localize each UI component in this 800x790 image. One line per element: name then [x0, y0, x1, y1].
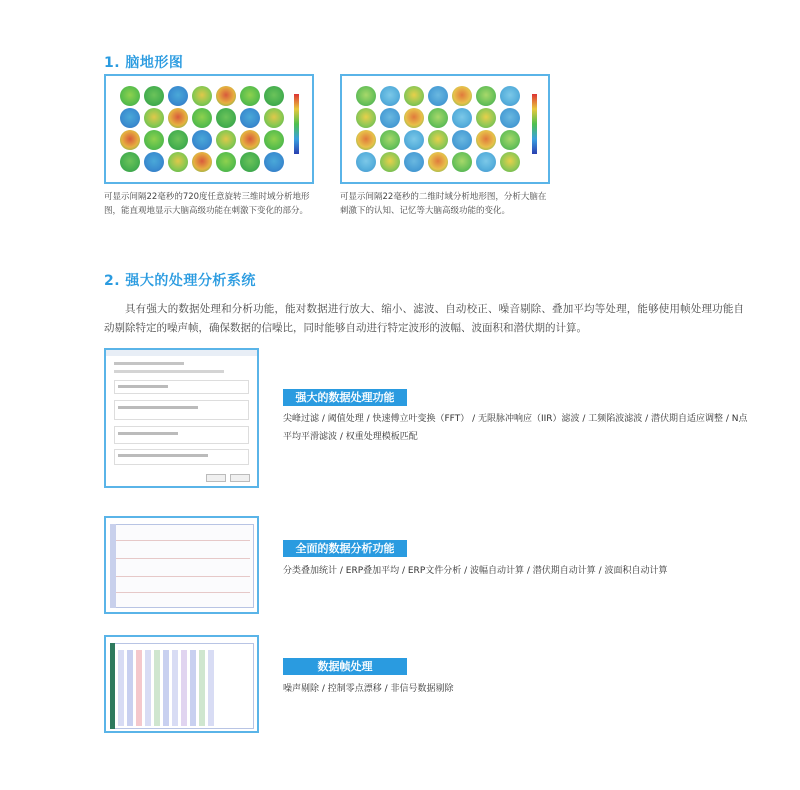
topography-head: [404, 130, 424, 150]
topography-head: [428, 152, 448, 172]
topography-head: [356, 108, 376, 128]
topography-head: [264, 108, 284, 128]
topography-head: [168, 130, 188, 150]
topography-head: [356, 130, 376, 150]
topography-head: [428, 130, 448, 150]
topography-head: [380, 130, 400, 150]
section-title-processing-system: 2. 强大的处理分析系统: [104, 273, 256, 289]
frame-column: [190, 650, 196, 726]
topography-head: [120, 108, 140, 128]
topography-head: [192, 108, 212, 128]
frame-column: [127, 650, 133, 726]
topography-head: [120, 86, 140, 106]
feature-desc-data-analysis: 分类叠加统计 / ERP叠加平均 / ERP文件分析 / 波幅自动计算 / 潜伏期自动计算 / 波面积自动计算: [283, 566, 668, 576]
topography-head: [216, 108, 236, 128]
topography-head: [168, 152, 188, 172]
topography-head: [380, 108, 400, 128]
frame-processing-screenshot: [104, 635, 259, 733]
topography-head: [500, 152, 520, 172]
topography-head: [476, 152, 496, 172]
topography-head: [452, 86, 472, 106]
topography-head: [452, 108, 472, 128]
topography-head: [428, 86, 448, 106]
frame-column: [118, 650, 124, 726]
frame-column: [154, 650, 160, 726]
topography-head: [500, 86, 520, 106]
topography-head: [356, 86, 376, 106]
topography-head: [264, 152, 284, 172]
frame-column: [208, 650, 214, 726]
topography-head: [404, 152, 424, 172]
topography-head: [356, 152, 376, 172]
topography-head: [264, 130, 284, 150]
topography-head: [500, 130, 520, 150]
topography-head: [192, 130, 212, 150]
topography-head: [216, 152, 236, 172]
topography-head: [380, 86, 400, 106]
topography-head: [500, 108, 520, 128]
topography-head: [144, 86, 164, 106]
topography-head: [240, 108, 260, 128]
topography-head: [264, 86, 284, 106]
topography-head: [144, 152, 164, 172]
analysis-waveform-screenshot: [104, 516, 259, 614]
color-scale-bar: [294, 94, 299, 154]
frame-column: [163, 650, 169, 726]
section-title-brain-map: 1. 脑地形图: [104, 55, 184, 71]
topography-head: [168, 108, 188, 128]
caption-3d-brain-map: 可显示间隔22毫秒的720度任意旋转三维时域分析地形图，能直观地显示大脑高级功能在刺激下变化的部分。: [104, 192, 310, 216]
topography-head: [144, 130, 164, 150]
topography-head: [380, 152, 400, 172]
feature-label-data-processing: 强大的数据处理功能: [283, 389, 407, 406]
topography-head: [240, 130, 260, 150]
frame-column: [199, 650, 205, 726]
topography-head: [452, 152, 472, 172]
processing-description: 具有强大的数据处理和分析功能，能对数据进行放大、缩小、滤波、自动校正、噪音剔除、叠加平均等处理，能够使用帧处理功能自动剔除特定的噪声帧，确保数据的信噪比，同时能够自动进行特定波形的波幅、波面积和潜伏期的计算。: [104, 303, 744, 334]
brain-map-3d-image: [104, 74, 314, 184]
brain-map-2d-image: [340, 74, 550, 184]
processing-dialog-screenshot: [104, 348, 259, 488]
topography-head: [452, 130, 472, 150]
topography-head: [476, 130, 496, 150]
topography-head: [120, 130, 140, 150]
caption-2d-brain-map: 可显示间隔22毫秒的二维时域分析地形图，分析大脑在刺激下的认知、记忆等大脑高级功能的变化。: [340, 192, 547, 216]
topography-head: [404, 108, 424, 128]
topography-head: [120, 152, 140, 172]
frame-column: [136, 650, 142, 726]
feature-desc-frame-processing: 噪声剔除 / 控制零点漂移 / 非信号数据剔除: [283, 684, 454, 694]
topography-head: [168, 86, 188, 106]
topography-head: [240, 152, 260, 172]
topography-head: [192, 86, 212, 106]
frame-column: [181, 650, 187, 726]
feature-label-data-analysis: 全面的数据分析功能: [283, 540, 407, 557]
topography-head: [476, 86, 496, 106]
topography-head: [428, 108, 448, 128]
color-scale-bar: [532, 94, 537, 154]
frame-column: [172, 650, 178, 726]
topography-head: [240, 86, 260, 106]
topography-head: [216, 130, 236, 150]
feature-label-frame-processing: 数据帧处理: [283, 658, 407, 675]
frame-column: [145, 650, 151, 726]
topography-head: [216, 86, 236, 106]
topography-head: [144, 108, 164, 128]
topography-head: [192, 152, 212, 172]
feature-desc-data-processing: 尖峰过滤 / 阈值处理 / 快速傅立叶变换（FFT） / 无限脉冲响应（IIR）滤波 / 工频陷波滤波 / 潜伏期自适应调整 / N点平均平滑滤波 / 权重处理模板匹配: [283, 414, 748, 442]
topography-head: [476, 108, 496, 128]
topography-head: [404, 86, 424, 106]
